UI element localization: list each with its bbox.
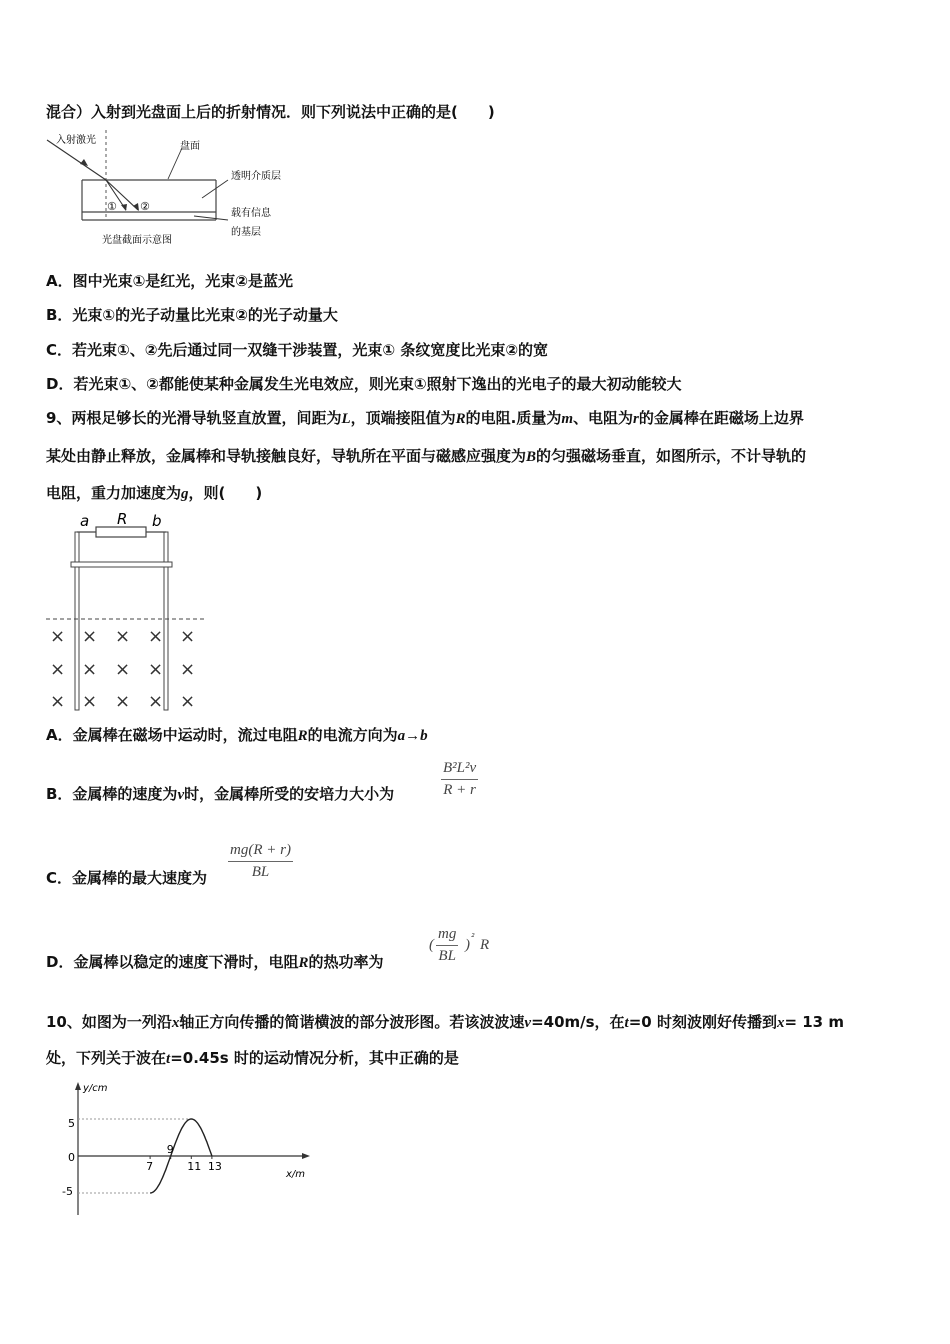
q10-stem-line1: 10、如图为一列沿x轴正方向传播的简谐横波的部分波形图。若该波波速v=40m/s，在t=0 时刻波刚好传播到x= 13 m (46, 1013, 844, 1031)
field-cross-mark: × (82, 659, 98, 680)
field-cross-mark: × (148, 626, 164, 647)
q8-option-d[interactable]: D．若光束①、②都能使某种金属发生光电效应，则光束①照射下逸出的光电子的最大初动能较大 (46, 375, 682, 393)
rail-magnetic-field-figure (44, 508, 214, 714)
trailing-r: R (480, 937, 490, 953)
q9-option-d[interactable]: D．金属棒以稳定的速度下滑时，电阻R的热功率为 (46, 953, 384, 971)
power-exponent: ² (471, 931, 475, 943)
fraction-denominator: BL (438, 948, 456, 964)
disc-cross-section-figure (44, 128, 294, 250)
figure-caption: 光盘截面示意图 (102, 235, 172, 246)
q9-option-b-fraction (441, 760, 478, 799)
fraction-numerator: mg(R + r) (228, 842, 293, 862)
field-cross-mark: × (50, 659, 66, 680)
field-cross-mark: × (50, 626, 66, 647)
base-layer-label-2: 的基层 (231, 227, 261, 238)
fraction-denominator: BL (251, 864, 270, 880)
node-b-label: b (152, 512, 162, 530)
disc-surface-label: 盘面 (180, 141, 200, 152)
field-cross-mark: × (148, 659, 164, 680)
x-tick-7: 7 (146, 1160, 154, 1173)
field-cross-mark: × (82, 626, 98, 647)
fraction-numerator: B²L²v (441, 760, 478, 780)
q10-stem-line2: 处，下列关于波在t=0.45s 时的运动情况分析，其中正确的是 (46, 1049, 459, 1067)
base-layer-label-1: 载有信息 (231, 208, 271, 219)
incident-laser-label: 入射激光 (56, 135, 96, 146)
node-a-label: a (80, 512, 90, 530)
q9-stem-line1: 9、两根足够长的光滑导轨竖直放置，间距为L，顶端接阻值为R的电阻.质量为m、电阻为r的金属棒在距磁场上边界 (46, 409, 804, 427)
x-tick-11: 11 (187, 1160, 202, 1173)
field-cross-mark: × (180, 659, 196, 680)
y-tick-neg5: -5 (62, 1185, 73, 1198)
field-cross-mark: × (180, 691, 196, 712)
field-cross-mark: × (115, 691, 131, 712)
y-tick-0: 0 (68, 1151, 75, 1164)
field-cross-mark: × (82, 691, 98, 712)
fraction-denominator: R + r (443, 782, 476, 798)
q9-option-d-fraction (436, 926, 458, 965)
q9-stem-line2: 某处由静止释放，金属棒和导轨接触良好，导轨所在平面与磁感应强度为B的匀强磁场垂直，如图所示，不计导轨的 (46, 447, 807, 465)
fraction-numerator: mg (436, 926, 458, 946)
x-tick-13: 13 (207, 1160, 222, 1173)
q9-option-c[interactable]: C．金属棒的最大速度为 (46, 869, 208, 887)
q9-option-a[interactable]: A．金属棒在磁场中运动时，流过电阻R的电流方向为a→b (46, 726, 428, 744)
field-cross-mark: × (50, 691, 66, 712)
q9-option-c-fraction (228, 842, 293, 881)
resistor-r-label: R (117, 510, 128, 528)
medium-layer-label: 透明介质层 (231, 171, 281, 182)
q8-stem: 混合）入射到光盘面上后的折射情况．则下列说法中正确的是( ) (46, 103, 495, 121)
q9-option-b[interactable]: B．金属棒的速度为v时，金属棒所受的安培力大小为 (46, 785, 395, 803)
left-paren: ( (429, 937, 434, 953)
field-cross-mark: × (148, 691, 164, 712)
q8-option-b[interactable]: B．光束①的光子动量比光束②的光子动量大 (46, 306, 338, 324)
x-axis-label: x/m (286, 1169, 306, 1180)
q9-stem-line3: 电阻，重力加速度为g，则( ) (46, 484, 263, 502)
y-axis-label: y/cm (83, 1083, 108, 1094)
y-tick-5: 5 (68, 1117, 75, 1130)
field-cross-mark: × (115, 659, 131, 680)
right-paren: ) (465, 937, 470, 953)
field-cross-mark: × (180, 626, 196, 647)
x-tick-9: 9 (166, 1143, 174, 1156)
field-cross-mark: × (115, 626, 131, 647)
wave-graph (56, 1080, 316, 1222)
q8-option-c[interactable]: C．若光束①、②先后通过同一双缝干涉装置，光束① 条纹宽度比光束②的宽 (46, 341, 549, 359)
beam-2-label: ② (140, 200, 150, 213)
q8-option-a[interactable]: A．图中光束①是红光，光束②是蓝光 (46, 272, 294, 290)
beam-1-label: ① (107, 200, 117, 213)
